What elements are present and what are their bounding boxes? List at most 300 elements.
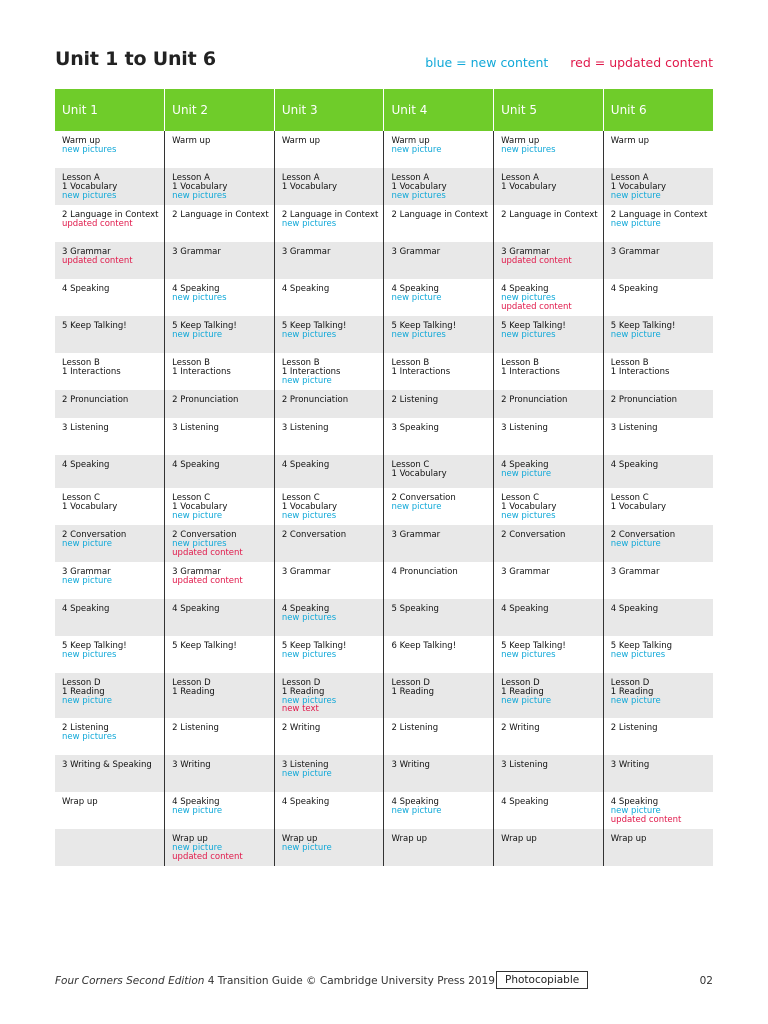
table-row [55,829,713,866]
note-new: new pictures [62,190,117,201]
cell-line: 1 Vocabulary [172,181,228,192]
cell-line: Lesson A [610,173,649,183]
cell-line: Lesson A [501,173,539,183]
page-number: 02 [699,975,713,987]
cell-line: 2 Listening [172,723,219,733]
table-cell [494,636,604,673]
cell-line: 5 Keep Talking! [281,321,347,331]
note-new: new picture [610,538,661,549]
table-cell [55,353,165,390]
note-new: new pictures [501,510,556,521]
table-cell [494,316,604,353]
cell-line: 2 Conversation [62,530,127,540]
cell-line: 5 Keep Talking! [501,641,566,651]
cell-line: 3 Grammar [610,247,660,257]
table-cell [165,418,275,455]
table-cell [274,525,384,562]
table-cell [603,168,713,205]
cell-line: 4 Speaking [281,460,330,470]
table-cell [494,242,604,279]
cell-line: Lesson B [62,358,100,368]
cell-line: 2 Language in Context [391,210,488,220]
cell-line: 3 Listening [281,760,329,770]
cell-line: 1 Vocabulary [610,181,667,192]
table-cell [603,353,713,390]
table-row [55,279,713,316]
table-cell [55,455,165,488]
cell-line: Wrap up [62,797,98,807]
table-cell [55,131,165,168]
cell-line: 2 Listening [62,723,109,733]
note-updated: new text [281,704,319,715]
cell-line: 4 Speaking [501,284,549,294]
cell-line: 2 Listening [391,723,439,733]
note-new: new picture [172,329,223,340]
cell-line: Warm up [281,136,320,146]
table-cell [165,829,275,866]
table-cell [165,599,275,636]
note-new: new pictures [172,292,227,303]
cell-line: 5 Speaking [391,604,439,614]
table-cell [274,562,384,599]
note-new: new pictures [281,612,337,623]
cell-line: 3 Listening [610,423,658,433]
table-cell [603,316,713,353]
cell-line: 3 Writing & Speaking [62,760,152,770]
table-cell [603,562,713,599]
cell-line: 4 Speaking [501,604,549,614]
table-cell [384,316,494,353]
cell-line: 2 Pronunciation [501,395,568,405]
cell-line: 4 Speaking [610,460,659,470]
table-body [55,131,713,866]
cell-line: 4 Speaking [610,284,659,294]
table-cell [165,636,275,673]
table-cell [494,168,604,205]
cell-line: Lesson B [281,358,320,368]
cell-line: Lesson A [62,173,100,183]
note-new: new pictures [172,538,227,549]
table-cell [55,168,165,205]
cell-line: Lesson D [501,678,540,688]
table-cell [165,279,275,316]
table-row [55,353,713,390]
note-updated: updated content [172,547,243,558]
table-cell [274,131,384,168]
table-row [55,562,713,599]
table-cell [603,599,713,636]
table-cell [603,279,713,316]
cell-line: 4 Speaking [610,604,659,614]
note-new: new pictures [610,649,666,660]
cell-line: Wrap up [281,834,318,844]
note-new: new picture [281,768,332,779]
note-new: new pictures [501,649,556,660]
note-new: new pictures [501,329,556,340]
note-new: new pictures [501,144,556,155]
cell-line: Warm up [501,136,540,146]
cell-line: 2 Language in Context [62,210,159,220]
table-cell [603,488,713,525]
table-cell [494,525,604,562]
table-cell [274,455,384,488]
header-unit-4: Unit 4 [384,89,494,131]
cell-line: Warm up [610,136,649,146]
table-cell [494,488,604,525]
cell-line: 3 Writing [610,760,650,770]
table-cell [274,353,384,390]
table-cell [274,168,384,205]
cell-line: 3 Grammar [610,567,660,577]
note-new: new pictures [391,329,446,340]
cell-line: 5 Keep Talking [610,641,673,651]
cell-line: Lesson C [501,493,540,503]
cell-line: 2 Listening [610,723,658,733]
cell-line: 2 Conversation [281,530,347,540]
note-new: new picture [172,510,223,521]
table-cell [274,636,384,673]
cell-line: 3 Grammar [391,530,441,540]
table-cell [494,455,604,488]
cell-line: 5 Keep Talking! [172,321,237,331]
note-new: new picture [391,805,442,816]
cell-line: 5 Keep Talking! [610,321,676,331]
table-cell [55,205,165,242]
table-cell [165,205,275,242]
table-cell [165,718,275,755]
table-cell [274,242,384,279]
cell-line: 1 Interactions [281,366,341,377]
table-cell [274,279,384,316]
cell-line: 1 Vocabulary [172,501,228,512]
table-cell [274,599,384,636]
cell-line: Lesson B [391,358,430,368]
note-updated: updated content [62,255,133,266]
cell-line: 2 Listening [391,395,439,405]
table-cell [384,525,494,562]
cell-line: 1 Reading [610,686,654,697]
table-cell [384,636,494,673]
cell-line: Lesson D [62,678,101,688]
cell-line: Wrap up [501,834,537,844]
cell-line: 2 Conversation [172,530,237,540]
footer-citation [55,975,495,987]
table-cell [55,525,165,562]
note-new: new pictures [172,190,227,201]
cell-line: Lesson C [391,460,430,470]
cell-line: 4 Speaking [281,604,330,614]
note-new: new picture [610,190,661,201]
cell-line: Lesson D [610,678,650,688]
table-row [55,599,713,636]
cell-line: 4 Speaking [172,604,220,614]
table-cell [494,390,604,418]
table-row [55,418,713,455]
header-unit-2: Unit 2 [165,89,275,131]
table-row [55,673,713,718]
cell-line: Warm up [391,136,430,146]
cell-line: 5 Keep Talking! [62,321,127,331]
table-cell [55,673,165,718]
legend-blue: blue = new content [425,55,549,70]
cell-line: 5 Keep Talking! [62,641,127,651]
table-cell [494,829,604,866]
header-row [55,89,713,131]
note-new: new pictures [62,144,117,155]
cell-line: 4 Speaking [391,797,439,807]
table-row [55,488,713,525]
cell-line: 1 Interactions [610,366,670,377]
cell-line: 4 Speaking [62,284,110,294]
cell-line: 4 Speaking [391,284,439,294]
cell-line: Lesson A [172,173,210,183]
cell-line: 3 Writing [172,760,211,770]
table-cell [494,205,604,242]
table-cell [384,488,494,525]
page-title: Unit 1 to Unit 6 [55,48,216,70]
cell-line: 1 Reading [62,686,105,697]
note-new: new picture [391,292,442,303]
table-cell [55,636,165,673]
cell-line: 2 Writing [281,723,321,733]
note-new: new pictures [62,731,117,742]
table-cell [603,673,713,718]
cell-line: 2 Pronunciation [281,395,349,405]
cell-line: 1 Reading [391,686,435,697]
table-cell [55,599,165,636]
cell-line: Wrap up [610,834,647,844]
cell-line: 1 Vocabulary [62,501,118,512]
table-cell [494,279,604,316]
note-new: new pictures [62,649,117,660]
table-cell [55,390,165,418]
cell-line: 3 Grammar [281,567,331,577]
table-row [55,390,713,418]
table-cell [384,755,494,792]
cell-line: 1 Vocabulary [391,181,447,192]
table-cell [494,673,604,718]
cell-line: Lesson B [610,358,649,368]
table-cell [165,792,275,829]
table-cell [603,636,713,673]
cell-line: 1 Interactions [172,366,231,377]
table-cell [55,562,165,599]
table-cell [55,316,165,353]
table-cell [384,390,494,418]
table-cell [384,242,494,279]
note-new: new picture [172,842,223,853]
note-new: new pictures [281,329,337,340]
cell-line: 1 Interactions [501,366,560,377]
table-cell [55,755,165,792]
header-unit-6: Unit 6 [603,89,713,131]
cell-line: 4 Pronunciation [391,567,458,577]
footer-copyright: 4 Transition Guide © Cambridge University Press 2019 [204,975,495,987]
table-cell [494,599,604,636]
table-cell [603,829,713,866]
table-row [55,131,713,168]
table-row [55,525,713,562]
cell-line: 4 Speaking [501,797,549,807]
cell-line: Lesson B [172,358,210,368]
table-cell [55,279,165,316]
note-new: new picture [62,695,112,706]
legend [425,55,713,70]
cell-line: 1 Vocabulary [501,501,557,512]
cell-line: 3 Grammar [501,567,550,577]
table-cell [274,673,384,718]
table-cell [384,673,494,718]
cell-line: 1 Vocabulary [281,501,338,512]
cell-line: 1 Vocabulary [281,181,338,192]
note-new: new picture [501,468,552,479]
cell-line: 3 Grammar [501,247,550,257]
cell-line: 1 Interactions [62,366,121,377]
cell-line: 4 Speaking [172,460,220,470]
table-cell [165,242,275,279]
table-cell [384,562,494,599]
table-cell [165,455,275,488]
note-new: new pictures [501,292,556,303]
table-cell [603,242,713,279]
table-cell [274,418,384,455]
header-unit-3: Unit 3 [274,89,384,131]
table-cell [165,390,275,418]
cell-line: 1 Reading [501,686,544,697]
cell-line: Lesson D [281,678,321,688]
cell-line: Lesson C [172,493,211,503]
cell-line: Wrap up [391,834,428,844]
cell-line: 4 Speaking [172,284,220,294]
legend-red: red = updated content [570,55,713,70]
cell-line: Wrap up [172,834,208,844]
note-new: new picture [281,375,332,386]
footer-book-title: Four Corners Second Edition [55,975,205,987]
table-cell [165,525,275,562]
cell-line: 2 Writing [501,723,540,733]
table-cell [384,131,494,168]
table-cell [603,718,713,755]
cell-line: 3 Listening [281,423,329,433]
cell-line: 3 Speaking [391,423,439,433]
cell-line: Lesson A [391,173,430,183]
cell-line: 1 Vocabulary [610,501,667,512]
table-cell [384,418,494,455]
table-cell [274,792,384,829]
cell-line: 4 Speaking [281,797,330,807]
cell-line: 2 Language in Context [172,210,269,220]
table-cell [603,418,713,455]
table-cell [494,418,604,455]
table-cell [603,755,713,792]
note-updated: updated content [501,255,572,266]
table-cell [274,718,384,755]
table-cell [384,353,494,390]
table-cell [384,599,494,636]
note-new: new picture [501,695,552,706]
table-cell [165,562,275,599]
cell-line: 2 Language in Context [501,210,598,220]
cell-line: 3 Grammar [172,567,221,577]
table-cell [165,168,275,205]
photocopiable-badge: Photocopiable [496,971,588,989]
table-cell [494,353,604,390]
table-cell [165,316,275,353]
cell-line: 2 Language in Context [281,210,379,220]
cell-line: Lesson C [610,493,649,503]
cell-line: 1 Vocabulary [62,181,118,192]
table-row [55,168,713,205]
table-cell [384,718,494,755]
note-new: new picture [172,805,223,816]
note-updated: updated content [610,814,682,825]
cell-line: 3 Listening [501,423,548,433]
cell-line: 5 Keep Talking! [501,321,566,331]
table-cell [494,718,604,755]
cell-line: 3 Writing [391,760,430,770]
header-unit-1: Unit 1 [55,89,165,131]
note-updated: updated content [501,301,572,312]
cell-line: 4 Speaking [281,284,330,294]
table-cell [384,792,494,829]
table-cell [55,829,165,866]
unit-table [55,89,713,866]
note-new: new picture [281,842,332,853]
table-cell [494,562,604,599]
table-cell [274,829,384,866]
table-cell [384,455,494,488]
note-new: new pictures [281,510,337,521]
table-cell [603,792,713,829]
note-new: new pictures [281,695,337,706]
table-cell [55,488,165,525]
cell-line: 3 Listening [501,760,548,770]
cell-line: Lesson B [501,358,539,368]
table-row [55,792,713,829]
cell-line: 4 Speaking [172,797,220,807]
table-cell [55,418,165,455]
cell-line: 6 Keep Talking! [391,641,457,651]
table-cell [494,792,604,829]
note-updated: updated content [172,575,243,586]
cell-line: 1 Interactions [391,366,451,377]
cell-line: 1 Vocabulary [391,468,447,479]
note-new: new picture [610,329,661,340]
table-cell [384,829,494,866]
table-row [55,636,713,673]
table-cell [274,755,384,792]
table-cell [384,205,494,242]
note-new: new pictures [281,649,337,660]
table-row [55,455,713,488]
table-cell [165,131,275,168]
table-cell [274,390,384,418]
note-new: new picture [610,695,661,706]
cell-line: 2 Conversation [391,493,456,503]
header-unit-5: Unit 5 [494,89,604,131]
cell-line: 2 Language in Context [610,210,708,220]
table-cell [603,205,713,242]
cell-line: Lesson C [281,493,320,503]
table-cell [494,755,604,792]
cell-line: 4 Speaking [501,460,549,470]
table-cell [165,755,275,792]
note-new: new picture [391,144,442,155]
cell-line: 3 Listening [62,423,109,433]
table-cell [384,279,494,316]
cell-line: Lesson D [391,678,430,688]
cell-line: 1 Vocabulary [501,181,557,192]
